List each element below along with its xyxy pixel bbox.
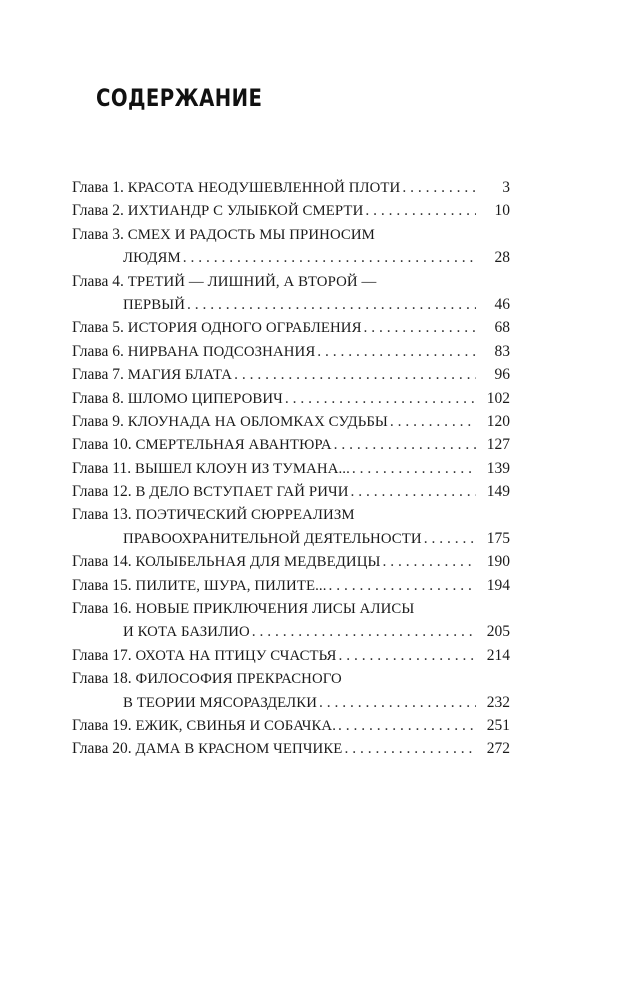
chapter-title: В ТЕОРИИ МЯСОРАЗДЕЛКИ [123, 694, 318, 711]
page-number: 127 [486, 436, 510, 454]
chapter-title: ШЛОМО ЦИПЕРОВИЧ [127, 390, 283, 407]
chapter-title: КЛОУНАДА НА ОБЛОМКАХ СУДЬБЫ [127, 413, 388, 430]
chapter-label: Глава 2. [72, 202, 124, 220]
toc-line [72, 363, 510, 386]
page-number: 120 [486, 412, 510, 430]
chapter-label: Глава 19. [72, 716, 132, 734]
chapter-label: Глава 11. [72, 459, 132, 477]
dot-leader [329, 574, 477, 597]
dot-leader [364, 316, 476, 339]
toc-entry [72, 597, 510, 644]
chapter-label: Глава 1. [72, 179, 124, 196]
chapter-label: Глава 20. [72, 740, 132, 758]
toc-entry [72, 737, 510, 760]
toc-line [72, 199, 510, 222]
chapter-label: Глава 8. [72, 389, 124, 407]
chapter-title: В ДЕЛО ВСТУПАЕТ ГАЙ РИЧИ [135, 484, 349, 501]
chapter-label: Глава 13. [72, 506, 132, 524]
chapter-title: ПРАВООХРАНИТЕЛЬНОЙ ДЕЯТЕЛЬНОСТИ [123, 530, 422, 547]
toc-entry [72, 667, 510, 714]
chapter-title: ИСТОРИЯ ОДНОГО ОГРАБЛЕНИЯ [127, 320, 362, 337]
toc-entry [72, 316, 510, 339]
chapter-title: ДАМА В КРАСНОМ ЧЕПЧИКЕ [135, 741, 343, 758]
page-number: 68 [494, 319, 510, 337]
dot-leader [344, 737, 476, 760]
dot-leader [252, 620, 476, 643]
toc-entry [72, 199, 510, 222]
page-number: 175 [486, 529, 510, 547]
dot-leader [317, 340, 476, 363]
toc-line [72, 574, 510, 597]
toc-line [72, 667, 510, 690]
dot-leader [351, 480, 477, 503]
chapter-label: Глава 14. [72, 553, 132, 571]
chapter-label: Глава 16. [72, 600, 132, 618]
chapter-title: ПИЛИТЕ, ШУРА, ПИЛИТЕ... [135, 577, 327, 594]
page-number: 190 [486, 553, 510, 571]
page-title: СОДЕРЖАНИЕ [96, 84, 263, 112]
page-number: 102 [486, 389, 510, 407]
toc-line [72, 410, 510, 433]
chapter-label: Глава 5. [72, 319, 124, 337]
page-number: 10 [494, 202, 510, 220]
page-number: 3 [502, 179, 510, 196]
dot-leader [319, 691, 476, 714]
chapter-title: ФИЛОСОФИЯ ПРЕКРАСНОГО [135, 671, 342, 688]
toc-line [72, 340, 510, 363]
dot-leader [334, 433, 476, 456]
toc-entry [72, 387, 510, 410]
toc-line [72, 246, 510, 269]
page-number: 251 [486, 716, 510, 734]
toc-entry [72, 550, 510, 573]
dot-leader [390, 410, 476, 433]
dot-leader [383, 550, 477, 573]
toc-line [72, 620, 510, 643]
chapter-title: НОВЫЕ ПРИКЛЮЧЕНИЯ ЛИСЫ АЛИСЫ [135, 601, 415, 618]
dot-leader [234, 363, 476, 386]
table-of-contents [72, 176, 510, 761]
page-number: 205 [486, 623, 510, 641]
chapter-label: Глава 12. [72, 483, 132, 501]
chapter-label: Глава 15. [72, 576, 132, 594]
toc-line [72, 503, 510, 526]
toc-entry [72, 410, 510, 433]
chapter-title: ПЕРВЫЙ [123, 296, 186, 313]
toc-line [72, 480, 510, 503]
page-number: 96 [494, 366, 510, 384]
chapter-label: Глава 9. [72, 412, 124, 430]
chapter-label: Глава 3. [72, 225, 124, 243]
chapter-label: Глава 10. [72, 436, 132, 454]
dot-leader [285, 387, 476, 410]
dot-leader [338, 644, 476, 667]
toc-line [72, 691, 510, 714]
dot-leader [352, 457, 476, 480]
chapter-title: ВЫШЕЛ КЛОУН ИЗ ТУМАНА... [134, 460, 350, 477]
chapter-label: Глава 18. [72, 670, 132, 688]
chapter-label: Глава 6. [72, 342, 124, 360]
page-number: 214 [486, 646, 510, 664]
toc-entry [72, 457, 510, 480]
toc-entry [72, 480, 510, 503]
toc-line [72, 644, 510, 667]
toc-line [72, 714, 510, 737]
page-number: 28 [494, 249, 510, 267]
toc-line [72, 457, 510, 480]
chapter-label: Глава 17. [72, 646, 132, 664]
toc-line [72, 433, 510, 456]
dot-leader [338, 714, 476, 737]
chapter-title: КОЛЫБЕЛЬНАЯ ДЛЯ МЕДВЕДИЦЫ [135, 554, 381, 571]
toc-line [72, 223, 510, 246]
toc-entry [72, 503, 510, 550]
toc-entry [72, 340, 510, 363]
toc-entry [72, 176, 510, 199]
page-number: 139 [486, 459, 510, 477]
chapter-title: ЛЮДЯМ [123, 250, 181, 267]
toc-line [72, 597, 510, 620]
chapter-title: ПОЭТИЧЕСКИЙ СЮРРЕАЛИЗМ [135, 507, 355, 524]
toc-entry [72, 574, 510, 597]
chapter-title: ЕЖИК, СВИНЬЯ И СОБАЧКА. [135, 717, 337, 734]
dot-leader [402, 176, 476, 199]
page-number: 149 [486, 483, 510, 501]
toc-line [72, 270, 510, 293]
toc-line [72, 387, 510, 410]
chapter-title: СМЕРТЕЛЬНАЯ АВАНТЮРА [135, 437, 332, 454]
page-number: 194 [486, 576, 510, 594]
page-number: 83 [494, 342, 510, 360]
toc-entry [72, 644, 510, 667]
toc-line [72, 737, 510, 760]
toc-entry [72, 433, 510, 456]
chapter-title: И КОТА БАЗИЛИО [123, 624, 250, 641]
toc-line [72, 293, 510, 316]
toc-line [72, 316, 510, 339]
dot-leader [424, 527, 476, 550]
toc-entry [72, 714, 510, 737]
chapter-title: НИРВАНА ПОДСОЗНАНИЯ [127, 343, 316, 360]
chapter-title: КРАСОТА НЕОДУШЕВЛЕННОЙ ПЛОТИ [127, 180, 401, 196]
dot-leader [183, 246, 476, 269]
toc-entry [72, 363, 510, 386]
toc-line [72, 550, 510, 573]
chapter-title: МАГИЯ БЛАТА [127, 367, 233, 384]
chapter-title: ТРЕТИЙ — ЛИШНИЙ, А ВТОРОЙ — [127, 273, 377, 290]
page-number: 46 [494, 295, 510, 313]
chapter-title: СМЕХ И РАДОСТЬ МЫ ПРИНОСИМ [127, 226, 375, 243]
toc-line [72, 527, 510, 550]
page-number: 232 [486, 693, 510, 711]
dot-leader [187, 293, 476, 316]
chapter-title: ИХТИАНДР С УЛЫБКОЙ СМЕРТИ [127, 203, 364, 220]
toc-line [72, 176, 510, 199]
page-number: 272 [486, 740, 510, 758]
toc-entry [72, 223, 510, 270]
toc-entry [72, 270, 510, 317]
chapter-title: ОХОТА НА ПТИЦУ СЧАСТЬЯ [135, 647, 337, 664]
dot-leader [365, 199, 476, 222]
chapter-label: Глава 4. [72, 272, 124, 290]
chapter-label: Глава 7. [72, 366, 124, 384]
